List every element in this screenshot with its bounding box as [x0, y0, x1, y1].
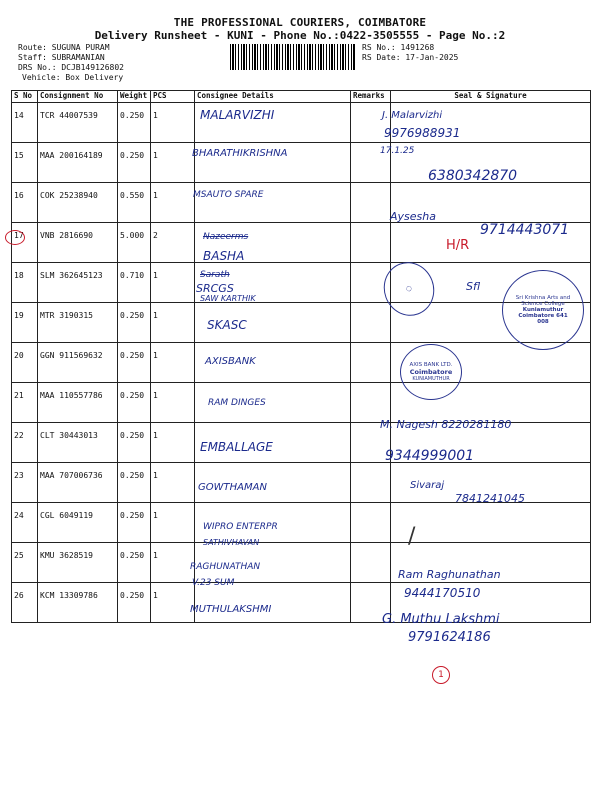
row-pcs: 1 [151, 583, 195, 623]
col-weight: Weight [118, 91, 151, 103]
hand-strike-17: Nazeerms [203, 232, 249, 242]
row-consignment: KCM 13309786 [38, 583, 118, 623]
table-row [12, 383, 591, 423]
hand-strike-18: Sarath [200, 270, 230, 280]
rs-number: RS No.: 1491268 [362, 43, 435, 52]
hand-consignee-24a: WIPRO ENTERPR [203, 522, 278, 532]
row-sno: 26 [12, 583, 38, 623]
row-signature [391, 503, 591, 543]
row-weight: 0.250 [118, 543, 151, 583]
col-sno: S No [12, 91, 38, 103]
row-sno: 16 [12, 183, 38, 223]
circle-mark-17 [5, 230, 25, 245]
row-remarks [351, 223, 391, 263]
hand-signature-26: G. Muthu Lakshmi [382, 612, 500, 627]
row-sno: 15 [12, 143, 38, 183]
hand-signature-18: Sfl [466, 280, 481, 293]
vehicle-label: Vehicle: Box Delivery [22, 73, 124, 82]
row-weight: 0.250 [118, 103, 151, 143]
row-sno: 21 [12, 383, 38, 423]
row-pcs: 1 [151, 503, 195, 543]
hand-consignee-21: RAM DINGES [208, 398, 266, 408]
hand-mark-24: / [408, 524, 416, 549]
staff-label: Staff: SUBRAMANIAN [18, 53, 105, 62]
row-weight: 0.250 [118, 303, 151, 343]
hand-consignee-23: GOWTHAMAN [198, 482, 267, 493]
hand-consignee-20: AXISBANK [205, 356, 256, 367]
hand-consignee-17: BASHA [203, 249, 245, 263]
college-stamp-right [502, 270, 584, 350]
hand-signature-23: Sivaraj [410, 480, 445, 491]
row-consignee [195, 583, 351, 623]
hand-consignee-15: BHARATHIKRISHNA [192, 148, 288, 159]
row-consignee [195, 183, 351, 223]
row-remarks [351, 343, 391, 383]
row-weight: 0.550 [118, 183, 151, 223]
hand-consignee-14: MALARVIZHI [200, 108, 275, 122]
hand-phone-15: 6380342870 [428, 168, 518, 184]
meta-right [362, 43, 458, 63]
table-row [12, 103, 591, 143]
row-consignment: VNB 2816690 [38, 223, 118, 263]
hand-phone-26: 9791624186 [408, 630, 491, 645]
hand-date-15: 17.1.25 [380, 146, 415, 156]
hand-signature-16: Aysesha [390, 210, 436, 223]
row-weight: 0.250 [118, 143, 151, 183]
table-row [12, 343, 591, 383]
row-pcs: 1 [151, 343, 195, 383]
col-pcs: PCS [151, 91, 195, 103]
table-header [12, 91, 591, 103]
row-weight: 0.250 [118, 423, 151, 463]
col-seal: Seal & Signature [391, 91, 591, 103]
drs-number: DRS No.: DCJB149126802 [18, 63, 124, 72]
meta-left [18, 43, 124, 83]
hand-consignee-25a: RAGHUNATHAN [190, 562, 261, 572]
row-pcs: 1 [151, 303, 195, 343]
row-pcs: 1 [151, 463, 195, 503]
hand-consignee-18a: SRCGS [196, 282, 234, 295]
college-stamp-name: Sri Krishna Arts and Science College [515, 295, 571, 307]
hand-consignee-24b: SATHIVHAVAN [203, 538, 260, 547]
axis-stamp-branch: KUNIAMUTHUR [412, 376, 450, 382]
table-row [12, 183, 591, 223]
company-title: THE PROFESSIONAL COURIERS, COIMBATORE [173, 16, 427, 29]
college-stamp-place: Kuniamuthur Coimbatore 641 008 [518, 307, 568, 325]
hand-consignee-18b: SAW KARTHIK [200, 294, 256, 303]
table-row [12, 543, 591, 583]
hand-phone-14: 9976988931 [384, 126, 461, 140]
row-sno: 24 [12, 503, 38, 543]
row-pcs: 1 [151, 183, 195, 223]
row-sno: 14 [12, 103, 38, 143]
row-sno: 17 [12, 223, 38, 263]
row-remarks [351, 383, 391, 423]
row-remarks [351, 303, 391, 343]
row-sno: 20 [12, 343, 38, 383]
row-pcs: 1 [151, 103, 195, 143]
college-stamp-left: ◯ [376, 255, 441, 323]
hand-phone-16: 9714443071 [480, 222, 570, 238]
row-weight: 0.710 [118, 263, 151, 303]
hand-consignee-25b: V.23 SUM [192, 578, 235, 588]
hand-consignee-16: MSAUTO SPARE [193, 190, 264, 200]
row-consignment: MAA 110557786 [38, 383, 118, 423]
row-weight: 0.250 [118, 463, 151, 503]
row-consignment: MAA 200164189 [38, 143, 118, 183]
row-remarks [351, 503, 391, 543]
row-weight: 0.250 [118, 503, 151, 543]
row-remarks [351, 463, 391, 503]
row-consignment: GGN 911569632 [38, 343, 118, 383]
row-remarks [351, 183, 391, 223]
table-row [12, 583, 591, 623]
row-weight: 0.250 [118, 343, 151, 383]
hand-phone-23: 7841241045 [455, 492, 525, 505]
hand-consignee-22: EMBALLAGE [200, 440, 273, 454]
route-label: Route: SUGUNA PURAM [18, 43, 110, 52]
row-pcs: 1 [151, 383, 195, 423]
row-sno: 25 [12, 543, 38, 583]
axis-bank-stamp [400, 344, 462, 400]
row-consignment: SLM 362645123 [38, 263, 118, 303]
row-consignment: CLT 30443013 [38, 423, 118, 463]
hand-consignee-19: SKASC [207, 318, 247, 332]
axis-stamp-city: Coimbatore [409, 368, 453, 376]
row-consignment: COK 25238940 [38, 183, 118, 223]
rs-date: RS Date: 17-Jan-2025 [362, 53, 459, 62]
row-sno: 18 [12, 263, 38, 303]
row-consignment: MAA 707006736 [38, 463, 118, 503]
row-pcs: 1 [151, 143, 195, 183]
row-sno: 22 [12, 423, 38, 463]
hand-consignee-26: MUTHULAKSHMI [190, 604, 272, 615]
row-sno: 19 [12, 303, 38, 343]
page-mark: 1 [432, 666, 450, 684]
row-pcs: 2 [151, 223, 195, 263]
axis-stamp-name: AXIS BANK LTD. [409, 362, 453, 368]
row-consignment: CGL 6049119 [38, 503, 118, 543]
col-consignment: Consignment No [38, 91, 118, 103]
row-consignment: TCR 44007539 [38, 103, 118, 143]
row-pcs: 1 [151, 423, 195, 463]
row-sno: 23 [12, 463, 38, 503]
col-remarks: Remarks [351, 91, 391, 103]
hand-phone-22: 9344999001 [385, 448, 475, 464]
runsheet-subtitle: Delivery Runsheet - KUNI - Phone No.:0422-3505555 - Page No.:2 [94, 29, 506, 42]
row-weight: 5.000 [118, 223, 151, 263]
row-pcs: 1 [151, 263, 195, 303]
row-pcs: 1 [151, 543, 195, 583]
row-weight: 0.250 [118, 583, 151, 623]
hand-phone-25: 9444170510 [404, 586, 481, 600]
col-consignee: Consignee Details [195, 91, 351, 103]
row-consignment: KMU 3628519 [38, 543, 118, 583]
hand-signature-14: J. Malarvizhi [382, 110, 443, 121]
row-consignment: MTR 3190315 [38, 303, 118, 343]
row-weight: 0.250 [118, 383, 151, 423]
row-remarks [351, 543, 391, 583]
table-row [12, 503, 591, 543]
hand-signature-21: M. Nagesh 8220281180 [380, 418, 512, 431]
hand-signature-25: Ram Raghunathan [398, 568, 501, 581]
hand-note-17: H/R [446, 238, 470, 253]
barcode-icon [230, 44, 355, 70]
